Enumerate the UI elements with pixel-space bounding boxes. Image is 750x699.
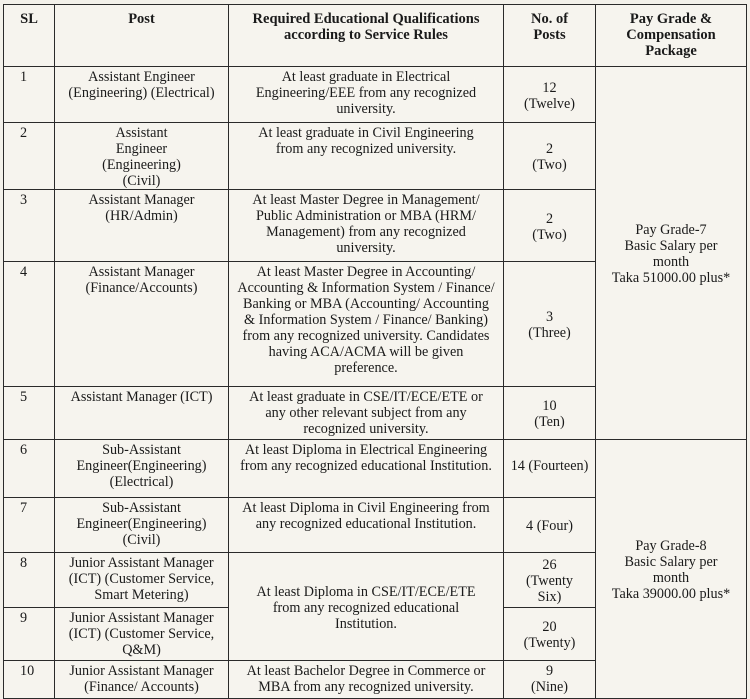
row-sl: 2: [4, 123, 55, 190]
row-post: Junior Assistant Manager (ICT) (Customer Service, Smart Metering): [55, 553, 229, 608]
posts-number: 2: [545, 141, 554, 157]
row-posts: [504, 553, 596, 608]
row-posts: [504, 262, 596, 387]
header-row: [4, 5, 747, 67]
row-posts: [504, 440, 596, 498]
pay-grade-8-amount: Taka 39000.00 plus*: [611, 586, 731, 602]
posts-words: (Three): [528, 325, 571, 341]
posts-words: (Ten): [534, 414, 565, 430]
row-sl: 3: [4, 190, 55, 262]
posts-words: (Twenty Six): [525, 573, 574, 605]
posts-words: (Twenty): [523, 635, 576, 651]
row-sl: 1: [4, 67, 55, 123]
row-posts: [504, 190, 596, 262]
pay-grade-7-salary: Basic Salary per month: [624, 238, 718, 270]
posts-words: (Two): [532, 157, 567, 173]
row-qualification: At least Diploma in CSE/IT/ECE/ETE from any recognized educational Institution.: [229, 553, 504, 661]
row-post: Assistant Engineer (Engineering) (Civil): [55, 123, 229, 190]
pay-grade-8-salary: Basic Salary per month: [624, 554, 718, 586]
pay-grade-8-cell: [596, 440, 747, 699]
row-posts: [504, 123, 596, 190]
row-post: Junior Assistant Manager (ICT) (Customer Service, Q&M): [55, 608, 229, 661]
row-qualification: At least graduate in CSE/IT/ECE/ETE or any other relevant subject from any recognized university.: [229, 387, 504, 440]
header-post: Post: [55, 5, 229, 67]
posts-number: 3: [545, 309, 554, 325]
posts-words: (Two): [532, 226, 567, 243]
row-sl: 7: [4, 498, 55, 553]
posts-number: 14 (Fourteen): [510, 458, 589, 474]
header-qualifications: Required Educational Qualifications according to Service Rules: [229, 5, 504, 67]
header-pay-grade: Pay Grade & Compensation Package: [596, 5, 747, 67]
posts-number: 2: [545, 210, 554, 227]
row-post: Assistant Manager (HR/Admin): [55, 190, 229, 262]
row-qualification: At least Bachelor Degree in Commerce or MBA from any recognized university.: [229, 661, 504, 699]
row-post: Junior Assistant Manager (Finance/ Accounts): [55, 661, 229, 699]
row-sl: 4: [4, 262, 55, 387]
recruitment-table: [3, 4, 747, 699]
row-qualification: At least graduate in Civil Engineering from any recognized university.: [229, 123, 504, 190]
row-sl: 8: [4, 553, 55, 608]
table-row: [4, 67, 747, 123]
row-sl: 6: [4, 440, 55, 498]
row-qualification: At least Diploma in Civil Engineering from any recognized educational Institution.: [229, 498, 504, 553]
posts-number: 4 (Four): [526, 518, 573, 534]
row-posts: [504, 387, 596, 440]
row-post: Assistant Engineer (Engineering) (Electrical): [55, 67, 229, 123]
row-posts: [504, 498, 596, 553]
posts-number: 26: [542, 557, 557, 573]
row-posts: [504, 608, 596, 661]
posts-number: 10: [542, 398, 557, 414]
row-post: Sub-Assistant Engineer(Engineering) (Civil): [55, 498, 229, 553]
header-no-of-posts: No. of Posts: [504, 5, 596, 67]
posts-number: 9: [545, 663, 554, 679]
row-qualification: At least graduate in Electrical Engineering/EEE from any recognized university.: [229, 67, 504, 123]
row-post: Assistant Manager (Finance/Accounts): [55, 262, 229, 387]
row-sl: 5: [4, 387, 55, 440]
posts-number: 20: [542, 619, 557, 635]
row-qualification: At least Diploma in Electrical Engineering from any recognized educational Institution.: [229, 440, 504, 498]
row-post: Sub-Assistant Engineer(Engineering) (Electrical): [55, 440, 229, 498]
pay-grade-7-grade: Pay Grade-7: [635, 222, 707, 238]
posts-words: (Twelve): [524, 95, 575, 112]
row-qualification: At least Master Degree in Accounting/ Accounting & Information System / Finance/ Banking or MBA (Accounting/ Accounting & Information System / Finance/ Banking) from any recognized university. Candidates having ACA/ACMA will be given preference.: [229, 262, 504, 387]
header-sl: SL: [4, 5, 55, 67]
posts-number: 12: [542, 79, 557, 96]
table-row: [4, 440, 747, 498]
row-sl: 10: [4, 661, 55, 699]
row-qualification: At least Master Degree in Management/ Public Administration or MBA (HRM/ Management) from any recognized university.: [229, 190, 504, 262]
pay-grade-7-cell: [596, 67, 747, 440]
pay-grade-8-grade: Pay Grade-8: [635, 538, 707, 554]
pay-grade-7-amount: Taka 51000.00 plus*: [611, 270, 731, 286]
row-posts: [504, 67, 596, 123]
row-post: Assistant Manager (ICT): [55, 387, 229, 440]
row-sl: 9: [4, 608, 55, 661]
posts-words: (Nine): [530, 679, 569, 695]
